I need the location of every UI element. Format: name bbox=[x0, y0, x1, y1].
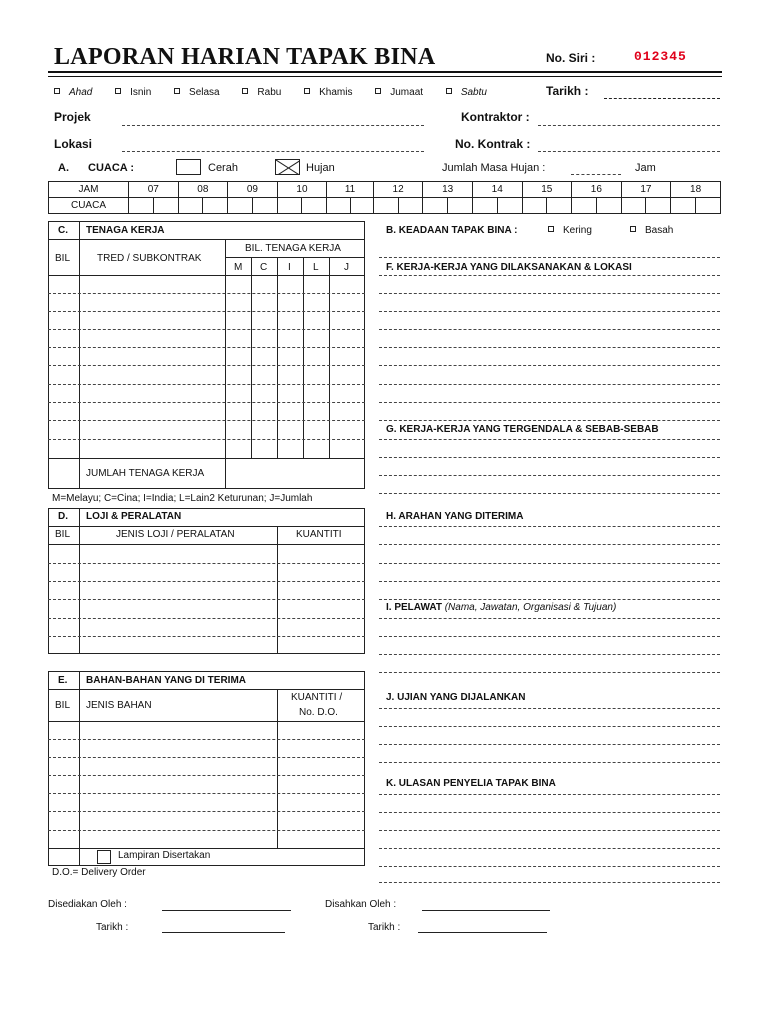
title-rule-thin bbox=[48, 76, 722, 77]
table-row[interactable] bbox=[48, 293, 365, 294]
weather-cell[interactable] bbox=[277, 198, 302, 214]
day-option-rabu[interactable]: Rabu bbox=[242, 87, 281, 98]
checkbox-icon bbox=[115, 88, 121, 94]
write-line[interactable] bbox=[379, 347, 720, 348]
write-line[interactable] bbox=[379, 257, 720, 258]
write-line[interactable] bbox=[379, 708, 720, 709]
hour-cell: 08 bbox=[178, 182, 228, 198]
write-line[interactable] bbox=[379, 848, 720, 849]
write-line[interactable] bbox=[379, 581, 720, 582]
project-field[interactable] bbox=[122, 125, 424, 126]
section-i-title: I. PELAWAT (Nama, Jawatan, Organisasi & Tujuan) bbox=[386, 602, 617, 613]
site-condition-wet[interactable]: Basah bbox=[630, 225, 673, 236]
write-line[interactable] bbox=[379, 762, 720, 763]
checkbox-icon bbox=[242, 88, 248, 94]
quantity-header: KUANTITI bbox=[296, 529, 342, 540]
write-line[interactable] bbox=[379, 744, 720, 745]
write-line[interactable] bbox=[379, 654, 720, 655]
weather-cell[interactable] bbox=[695, 198, 720, 214]
material-type-header: JENIS BAHAN bbox=[86, 700, 152, 711]
approved-date-field[interactable] bbox=[418, 932, 547, 933]
write-line[interactable] bbox=[379, 866, 720, 867]
hour-cell: 09 bbox=[228, 182, 278, 198]
hour-cell: 17 bbox=[621, 182, 671, 198]
checkbox-icon bbox=[446, 88, 452, 94]
table-row[interactable] bbox=[48, 420, 365, 421]
divider bbox=[225, 257, 365, 258]
checkbox-icon bbox=[630, 226, 636, 232]
table-row[interactable] bbox=[48, 599, 365, 600]
contract-no-field[interactable] bbox=[538, 151, 720, 152]
checked-x-icon bbox=[276, 160, 300, 175]
form-title: LAPORAN HARIAN TAPAK BINA bbox=[54, 44, 436, 70]
col-l: L bbox=[313, 262, 319, 273]
write-line[interactable] bbox=[379, 618, 720, 619]
table-row[interactable] bbox=[48, 311, 365, 312]
day-option-khamis[interactable]: Khamis bbox=[304, 87, 352, 98]
weather-cell[interactable] bbox=[572, 198, 597, 214]
write-line[interactable] bbox=[379, 365, 720, 366]
divider bbox=[251, 257, 252, 458]
write-line[interactable] bbox=[379, 526, 720, 527]
weather-cell[interactable] bbox=[547, 198, 572, 214]
divider bbox=[48, 848, 365, 849]
weather-cell[interactable] bbox=[252, 198, 277, 214]
col-m: M bbox=[234, 262, 243, 273]
weather-cell[interactable] bbox=[646, 198, 671, 214]
table-row[interactable] bbox=[48, 739, 365, 740]
divider bbox=[48, 239, 365, 240]
weather-cell[interactable] bbox=[178, 198, 203, 214]
title-rule bbox=[48, 71, 722, 73]
legend-note: M=Melayu; C=Cina; I=India; L=Lain2 Keturunan; J=Jumlah bbox=[52, 493, 313, 504]
write-line[interactable] bbox=[379, 726, 720, 727]
weather-cell[interactable] bbox=[302, 198, 327, 214]
hour-cell: 13 bbox=[423, 182, 473, 198]
clear-label: Cerah bbox=[208, 162, 238, 174]
write-line[interactable] bbox=[379, 457, 720, 458]
section-j-title: J. UJIAN YANG DIJALANKAN bbox=[386, 692, 526, 703]
contract-no-label: No. Kontrak : bbox=[455, 137, 531, 151]
approved-by-label: Disahkan Oleh : bbox=[325, 899, 397, 910]
bil-header: BIL bbox=[55, 253, 71, 264]
section-e-title: BAHAN-BAHAN YANG DI TERIMA bbox=[86, 675, 247, 686]
write-line[interactable] bbox=[379, 636, 720, 637]
quantity-header: KUANTITI / bbox=[291, 692, 343, 703]
hour-cell: 07 bbox=[129, 182, 179, 198]
weather-cell[interactable] bbox=[153, 198, 178, 214]
divider bbox=[48, 275, 365, 276]
hour-cell: 15 bbox=[522, 182, 572, 198]
checkbox-icon bbox=[548, 226, 554, 232]
divider bbox=[79, 671, 80, 866]
approved-by-field[interactable] bbox=[422, 910, 550, 911]
divider bbox=[277, 526, 278, 654]
divider bbox=[48, 526, 365, 527]
prepared-by-label: Disediakan Oleh : bbox=[48, 899, 127, 910]
divider bbox=[48, 458, 365, 459]
checkbox-icon bbox=[54, 88, 60, 94]
section-h-title: H. ARAHAN YANG DITERIMA bbox=[386, 511, 524, 522]
table-row[interactable] bbox=[48, 775, 365, 776]
clear-checkbox[interactable] bbox=[176, 159, 201, 175]
col-c: C bbox=[260, 262, 268, 273]
weather-cell[interactable] bbox=[522, 198, 547, 214]
divider bbox=[277, 689, 278, 848]
divider bbox=[329, 257, 330, 458]
total-label: JUMLAH TENAGA KERJA bbox=[86, 468, 205, 479]
table-row[interactable] bbox=[48, 618, 365, 619]
bil-header: BIL bbox=[55, 700, 71, 711]
table-row[interactable] bbox=[48, 365, 365, 366]
section-g-title: G. KERJA-KERJA YANG TERGENDALA & SEBAB-SEBAB bbox=[386, 424, 659, 435]
table-row[interactable] bbox=[48, 581, 365, 582]
count-header: BIL. TENAGA KERJA bbox=[245, 243, 341, 254]
weather-cell[interactable] bbox=[596, 198, 621, 214]
approved-date-label: Tarikh : bbox=[368, 922, 401, 933]
table-row[interactable] bbox=[48, 402, 365, 403]
table-row[interactable] bbox=[48, 811, 365, 812]
project-label: Projek bbox=[54, 110, 91, 124]
write-line[interactable] bbox=[379, 293, 720, 294]
day-option-selasa[interactable]: Selasa bbox=[174, 87, 220, 98]
hour-cell: 12 bbox=[373, 182, 423, 198]
weather-cell[interactable] bbox=[129, 198, 154, 214]
table-row[interactable] bbox=[48, 384, 365, 385]
write-line[interactable] bbox=[379, 329, 720, 330]
section-a-letter: A. bbox=[58, 162, 69, 174]
contractor-field[interactable] bbox=[538, 125, 720, 126]
section-d-title: LOJI & PERALATAN bbox=[86, 511, 182, 522]
hour-cell: 14 bbox=[472, 182, 522, 198]
write-line[interactable] bbox=[379, 563, 720, 564]
day-option-isnin[interactable]: Isnin bbox=[115, 87, 151, 98]
write-line[interactable] bbox=[379, 493, 720, 494]
location-label: Lokasi bbox=[54, 137, 93, 151]
do-note: D.O.= Delivery Order bbox=[52, 867, 146, 878]
hour-cell: 18 bbox=[671, 182, 721, 198]
prepared-by-field[interactable] bbox=[162, 910, 291, 911]
write-line[interactable] bbox=[379, 882, 720, 883]
prepared-date-label: Tarikh : bbox=[96, 922, 129, 933]
write-line[interactable] bbox=[379, 439, 720, 440]
location-field[interactable] bbox=[122, 151, 424, 152]
write-line[interactable] bbox=[379, 599, 720, 600]
do-number-header: No. D.O. bbox=[299, 707, 338, 718]
divider bbox=[79, 221, 80, 489]
table-row[interactable] bbox=[48, 793, 365, 794]
jam-header: JAM bbox=[49, 182, 129, 198]
checkbox-icon bbox=[304, 88, 310, 94]
divider bbox=[303, 257, 304, 458]
weather-cell[interactable] bbox=[398, 198, 423, 214]
rain-checkbox[interactable] bbox=[275, 159, 300, 175]
weather-cell[interactable] bbox=[671, 198, 696, 214]
site-condition-label: B. KEADAAN TAPAK BINA : bbox=[386, 225, 518, 236]
table-row[interactable] bbox=[48, 329, 365, 330]
weather-cell[interactable] bbox=[497, 198, 522, 214]
divider bbox=[48, 689, 365, 690]
hours-row bbox=[49, 182, 721, 198]
weather-cell[interactable] bbox=[350, 198, 373, 214]
section-c-letter: C. bbox=[58, 225, 68, 236]
section-f-title: F. KERJA-KERJA YANG DILAKSANAKAN & LOKASI bbox=[386, 262, 632, 273]
write-line[interactable] bbox=[379, 311, 720, 312]
write-line[interactable] bbox=[379, 275, 720, 276]
write-line[interactable] bbox=[379, 812, 720, 813]
section-k-title: K. ULASAN PENYELIA TAPAK BINA bbox=[386, 778, 556, 789]
day-option-ahad[interactable]: Ahad bbox=[54, 87, 92, 98]
weather-cell[interactable] bbox=[228, 198, 253, 214]
write-line[interactable] bbox=[379, 544, 720, 545]
divider bbox=[225, 239, 226, 489]
weather-cell[interactable] bbox=[621, 198, 646, 214]
divider bbox=[48, 721, 365, 722]
serial-number: 012345 bbox=[634, 49, 687, 64]
table-row[interactable] bbox=[48, 439, 365, 440]
section-c-title: TENAGA KERJA bbox=[86, 225, 165, 236]
weather-cell[interactable] bbox=[472, 198, 497, 214]
weather-cell[interactable] bbox=[373, 198, 398, 214]
weather-cell[interactable] bbox=[327, 198, 350, 214]
hours-unit: Jam bbox=[635, 162, 656, 174]
table-row[interactable] bbox=[48, 757, 365, 758]
table-row[interactable] bbox=[48, 636, 365, 637]
day-option-jumaat[interactable]: Jumaat bbox=[375, 87, 423, 98]
write-line[interactable] bbox=[379, 384, 720, 385]
hourly-weather-table bbox=[48, 181, 721, 214]
weather-cell[interactable] bbox=[448, 198, 473, 214]
table-row[interactable] bbox=[48, 347, 365, 348]
date-label: Tarikh : bbox=[546, 84, 589, 98]
write-line[interactable] bbox=[379, 402, 720, 403]
write-line[interactable] bbox=[379, 794, 720, 795]
divider bbox=[48, 544, 365, 545]
site-condition-dry[interactable]: Kering bbox=[548, 225, 592, 236]
weather-cell[interactable] bbox=[423, 198, 448, 214]
col-i: I bbox=[288, 262, 291, 273]
attachment-checkbox[interactable] bbox=[97, 850, 111, 864]
hour-cell: 10 bbox=[277, 182, 327, 198]
hour-cell: 16 bbox=[572, 182, 622, 198]
write-line[interactable] bbox=[379, 420, 720, 421]
rain-hours-label: Jumlah Masa Hujan : bbox=[442, 162, 546, 174]
trade-header: TRED / SUBKONTRAK bbox=[97, 253, 202, 264]
hour-cell: 11 bbox=[327, 182, 374, 198]
section-d-letter: D. bbox=[58, 511, 68, 522]
write-line[interactable] bbox=[379, 672, 720, 673]
rain-label: Hujan bbox=[306, 162, 335, 174]
write-line[interactable] bbox=[379, 475, 720, 476]
bil-header: BIL bbox=[55, 529, 71, 540]
prepared-date-field[interactable] bbox=[162, 932, 285, 933]
contractor-label: Kontraktor : bbox=[461, 110, 530, 124]
col-j: J bbox=[344, 262, 349, 273]
divider bbox=[277, 257, 278, 458]
weather-label: CUACA : bbox=[88, 162, 135, 174]
day-option-sabtu[interactable]: Sabtu bbox=[446, 87, 487, 98]
day-options bbox=[54, 87, 507, 98]
checkbox-icon bbox=[174, 88, 180, 94]
table-row[interactable] bbox=[48, 830, 365, 831]
table-row[interactable] bbox=[48, 563, 365, 564]
rain-hours-field[interactable] bbox=[571, 174, 621, 175]
cuaca-header: CUACA bbox=[49, 198, 129, 214]
date-field[interactable] bbox=[604, 98, 720, 99]
attachment-label: Lampiran Disertakan bbox=[118, 850, 211, 861]
section-e-letter: E. bbox=[58, 675, 68, 686]
weather-cell[interactable] bbox=[203, 198, 228, 214]
cuaca-row bbox=[49, 198, 721, 214]
plant-type-header: JENIS LOJI / PERALATAN bbox=[116, 529, 235, 540]
checkbox-icon bbox=[375, 88, 381, 94]
write-line[interactable] bbox=[379, 830, 720, 831]
serial-label: No. Siri : bbox=[546, 51, 596, 65]
